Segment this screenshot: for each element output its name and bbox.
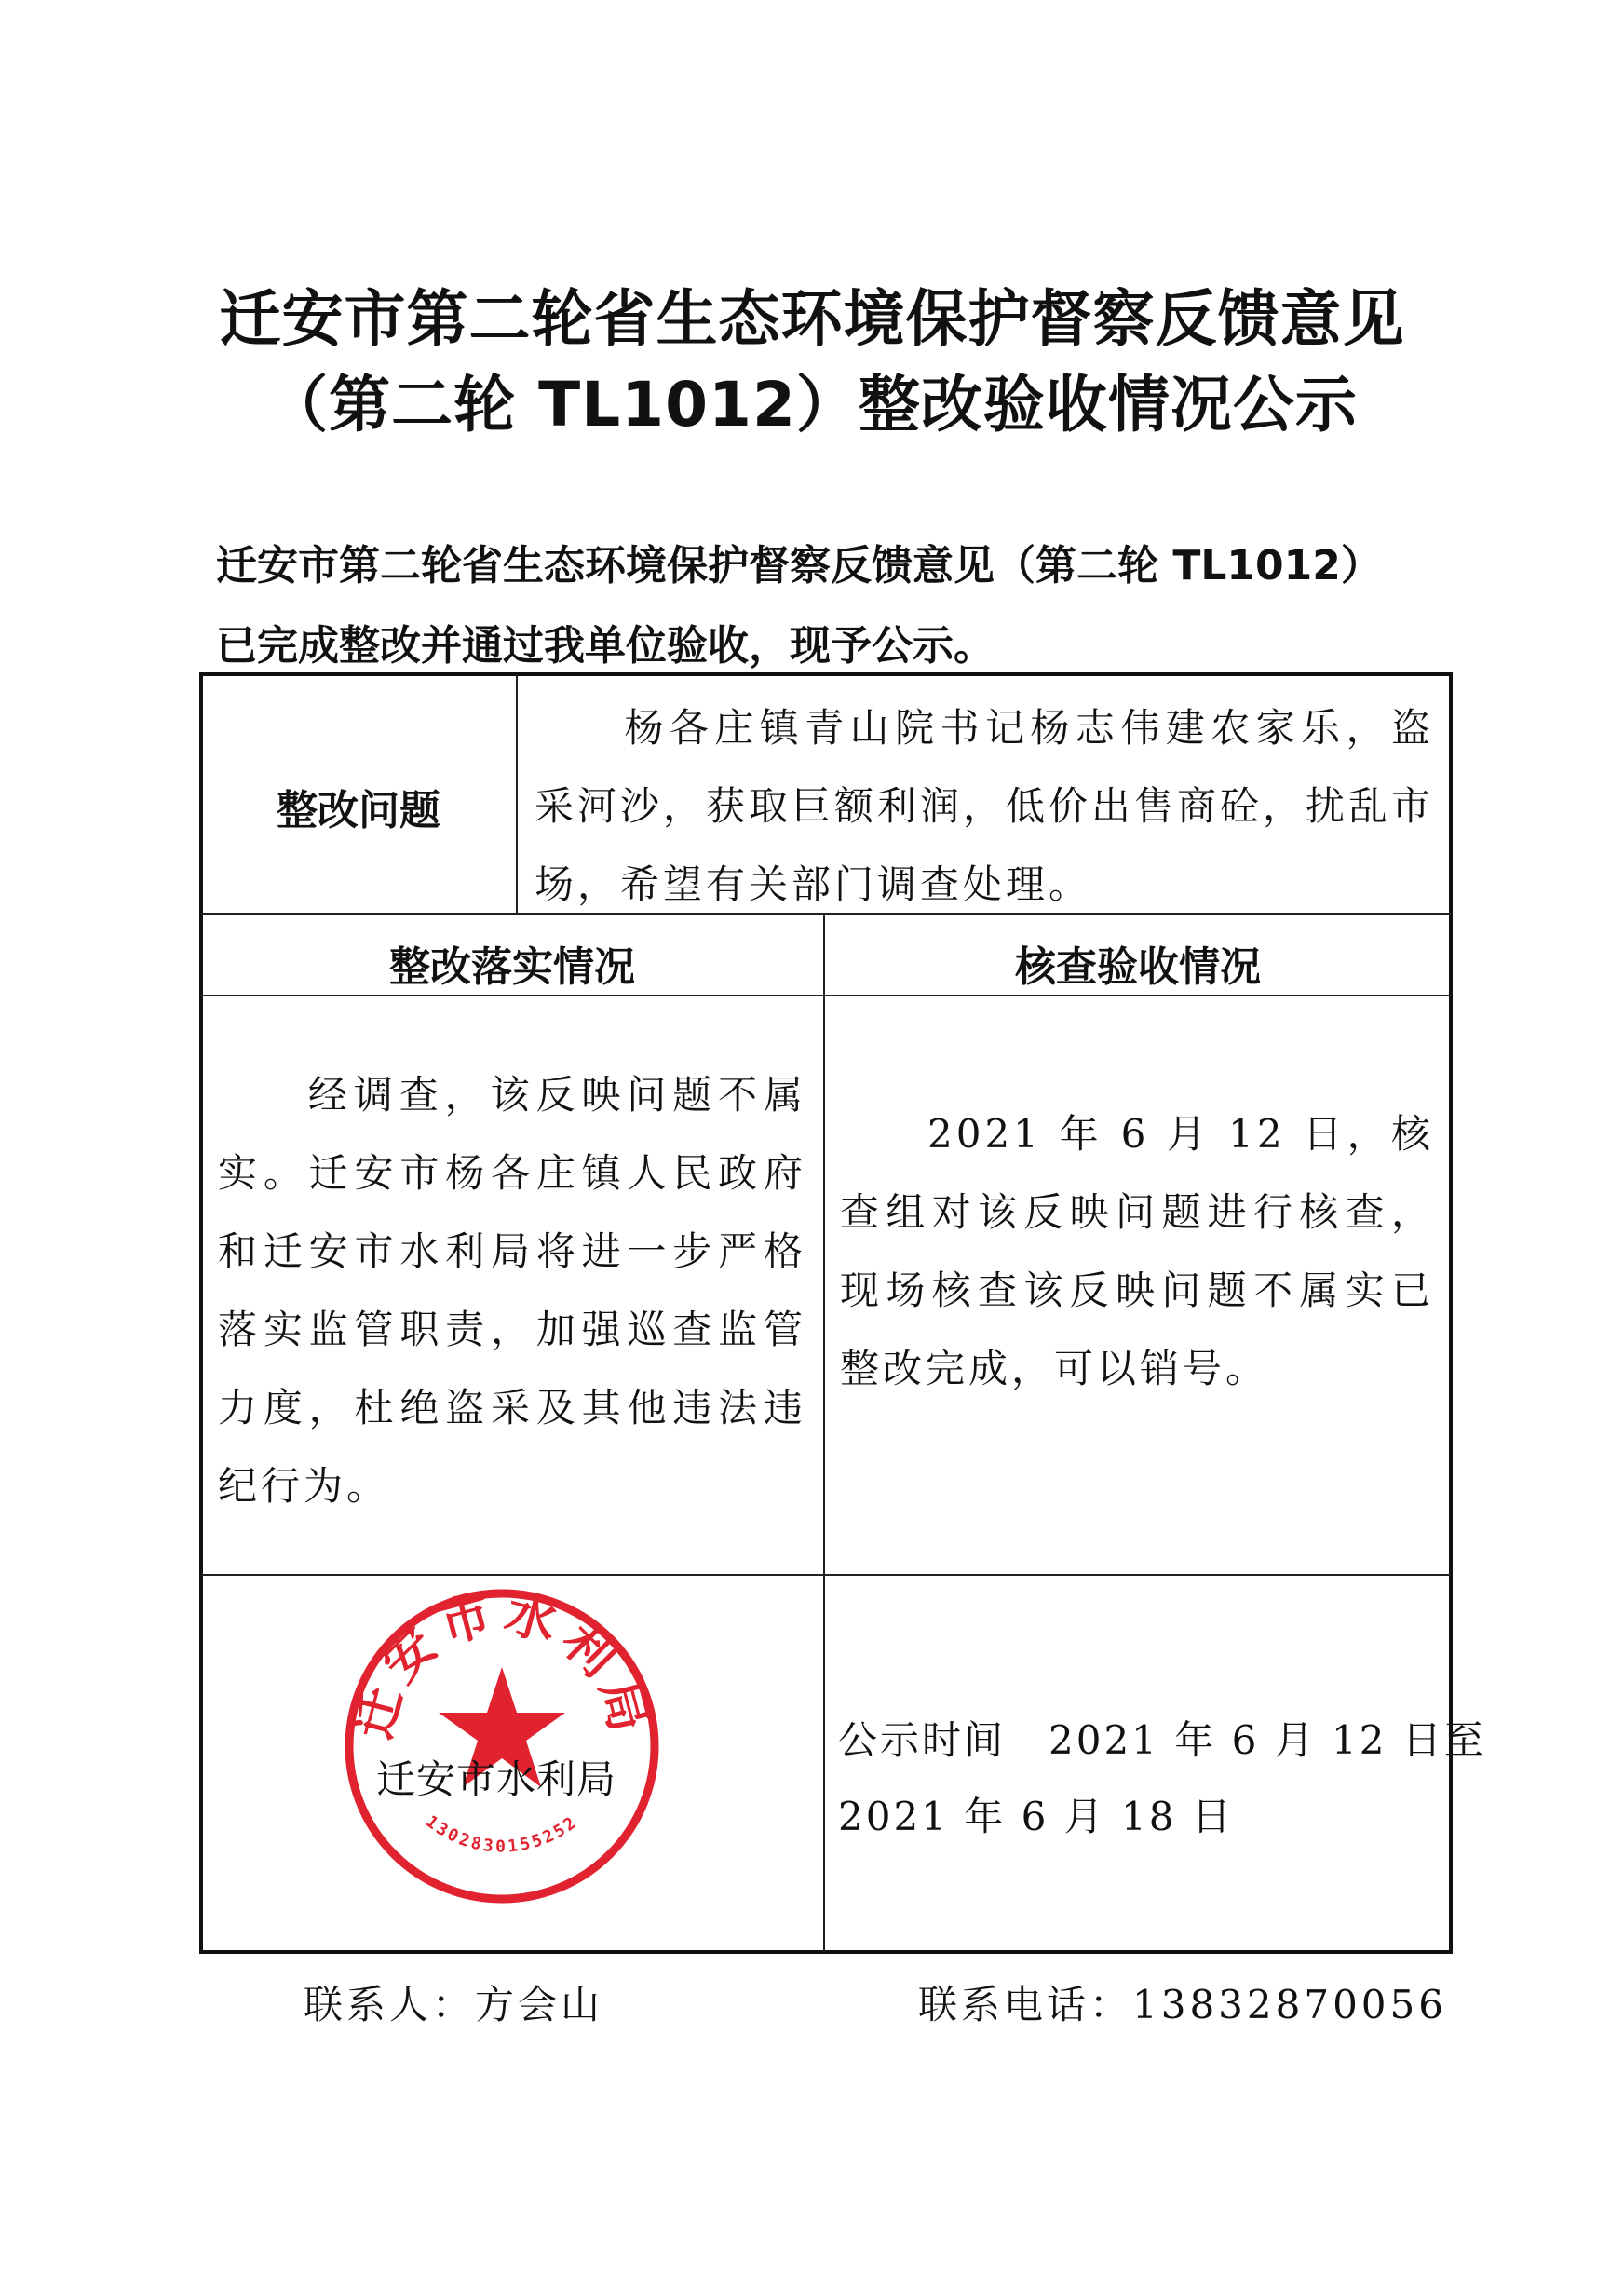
table-divider-body xyxy=(201,1574,1451,1576)
implementation-text: 经调查，该反映问题不属实。迁安市杨各庄镇人民政府和迁安市水利局将进一步严格落实监管职责，加强巡查监管力度，杜绝盗采及其他违法违纪行为。 xyxy=(218,1072,806,1509)
issue-label: 整改问题 xyxy=(277,787,440,834)
official-seal xyxy=(339,1583,665,1909)
publicity-period-start: 公示时间 2021 年 6 月 12 日至 xyxy=(838,1717,1486,1763)
intro-line2: 已完成整改并通过我单位验收，现予公示。 xyxy=(216,622,995,670)
issue-text: 杨各庄镇青山院书记杨志伟建农家乐，盗采河沙，获取巨额利润，低价出售商砼，扰乱市场，希望有关部门调查处理。 xyxy=(535,705,1435,907)
publicity-label: 公示时间 xyxy=(838,1717,1007,1763)
intro-line1: 迁安市第二轮省生态环境保护督察反馈意见（第二轮 TL1012） xyxy=(216,542,1382,590)
signing-org: 迁安市水利局 xyxy=(376,1756,617,1802)
table-divider-header xyxy=(201,995,1451,996)
contact-person: 联系人：方会山 xyxy=(304,1982,604,2027)
seal-code: 1302830155252 xyxy=(422,1811,582,1857)
seal-arc-text: 迁安市水利局 xyxy=(343,1583,661,1745)
publicity-period-end: 2021 年 6 月 18 日 xyxy=(838,1794,1234,1839)
table-divider-issue-label xyxy=(516,674,518,913)
verification-text: 2021 年 6 月 12 日，核查组对该反映问题进行核查，现场核查该反映问题不属实已整改完成，可以销号。 xyxy=(840,1111,1434,1391)
document-title-line2: （第二轮 TL1012）整改验收情况公示 xyxy=(266,369,1358,441)
verification-header: 核查验收情况 xyxy=(1015,943,1261,991)
document-title-line1: 迁安市第二轮省生态环境保护督察反馈意见 xyxy=(219,283,1405,355)
table-divider-columns xyxy=(823,913,825,1952)
implementation-header: 整改落实情况 xyxy=(389,943,635,991)
contact-phone: 联系电话：13832870056 xyxy=(918,1982,1447,2027)
